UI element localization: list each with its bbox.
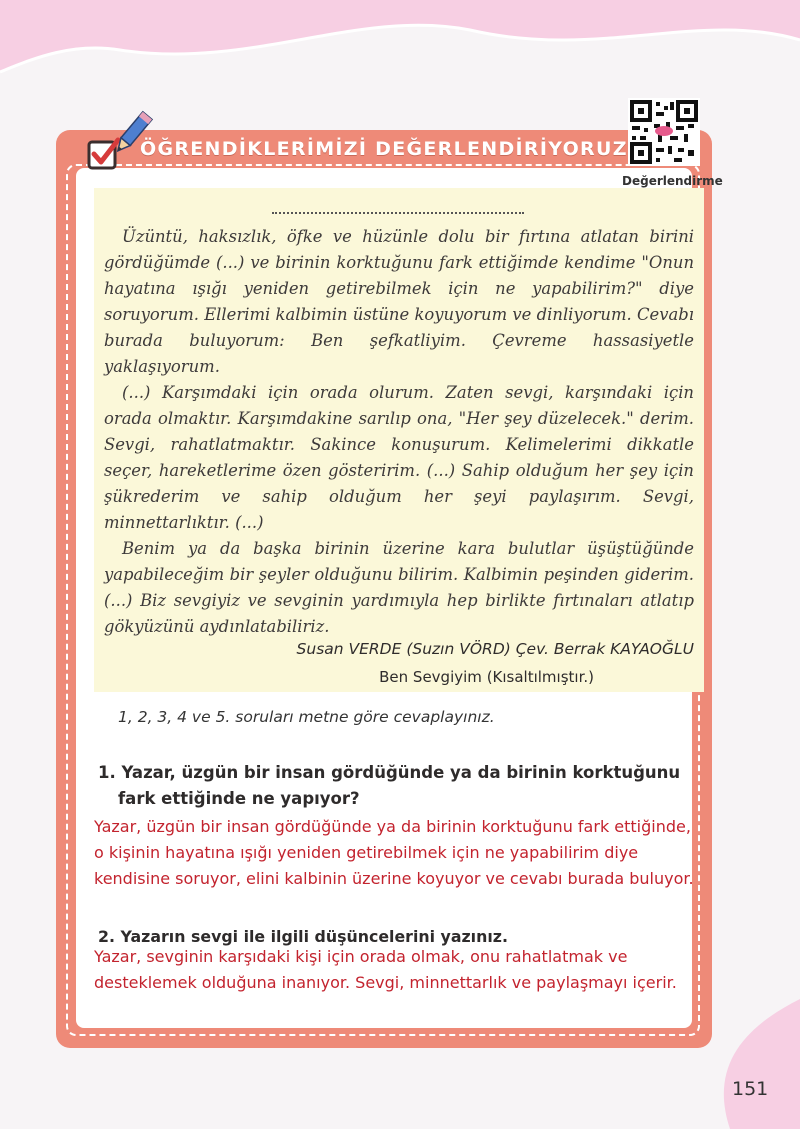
- section-title: ÖĞRENDİKLERİMİZİ DEĞERLENDİRİYORUZ: [140, 138, 628, 160]
- question-number: 2.: [98, 927, 115, 946]
- qr-code-icon[interactable]: [628, 98, 700, 166]
- instruction-text: 1, 2, 3, 4 ve 5. soruları metne göre cevaplayınız.: [118, 708, 495, 726]
- passage-paragraph: (...) Karşımdaki için orada olurum. Zaten sevgi, karşındaki için orada olmaktır. Karşımdakine sarılıp ona, "Her şey düzelecek." derim. Sevgi, rahatlatmaktır. Sakince konuşurum. Kelimelerimi dikkatle seçer, hareketlerime özen gösteririm. (...) Sahip olduğum her şey için şükrederim ve sahip olduğum her şeyi paylaşırım. Sevgi, minnettarlıktır. (...): [104, 383, 694, 532]
- passage-paragraph: Benim ya da başka birinin üzerine kara bulutlar üşüştüğünde yapabileceğim bir şeyler olduğunu bilirim. Kalbimin peşinden giderim. (...) Biz sevgiyiz ve sevginin yardımıyla hep birlikte fırtınaları atlatıp gökyüzünü aydınlatabiliriz.: [104, 539, 694, 636]
- book-title: Ben Sevgiyim: [379, 668, 482, 686]
- top-decorative-wave: [0, 0, 800, 90]
- passage-title-placeholder: [272, 212, 524, 214]
- page-number: 151: [732, 1078, 769, 1100]
- question-text: Yazarın sevgi ile ilgili düşüncelerini yazınız.: [120, 927, 508, 946]
- question-1: [98, 760, 698, 812]
- author-credit: Susan VERDE (Suzın VÖRD) Çev. Berrak KAYAOĞLU: [296, 640, 694, 658]
- book-source: [96, 664, 594, 690]
- passage-paragraph: Üzüntü, haksızlık, öfke ve hüzünle dolu bir fırtına atlatan birini gördüğümde (...) ve birinin korktuğunu fark ettiğimde kendime "Onun hayatına ışığı yeniden getirebilmek için ne yapabilirim?" diye soruyorum. Ellerimi kalbimin üstüne koyuyorum ve dinliyorum. Cevabı burada buluyorum: Ben şefkatliyim. Çevreme hassasiyetle yaklaşıyorum.: [104, 227, 694, 376]
- answer-1: Yazar, üzgün bir insan gördüğünde ya da birinin korktuğunu fark ettiğinde, o kişinin hayatına ışığı yeniden getirebilmek için ne yapabilirim diye kendisine soruyor, elini kalbinin üzerine koyuyor ve cevabı burada buluyor.: [94, 817, 694, 888]
- answer-2: Yazar, sevginin karşıdaki kişi için orada olmak, onu rahatlatmak ve desteklemek olduğuna inanıyor. Sevgi, minnettarlık ve paylaşmayı içerir.: [94, 947, 677, 992]
- question-number: 1.: [98, 763, 116, 782]
- evaluation-label: Değerlendirme: [622, 174, 723, 188]
- question-text-cont: fark ettiğinde ne yapıyor?: [118, 789, 360, 808]
- book-note: (Kısaltılmıştır.): [486, 668, 594, 686]
- passage-text: [104, 224, 694, 640]
- question-text: Yazar, üzgün bir insan gördüğünde ya da birinin korktuğunu: [121, 763, 681, 782]
